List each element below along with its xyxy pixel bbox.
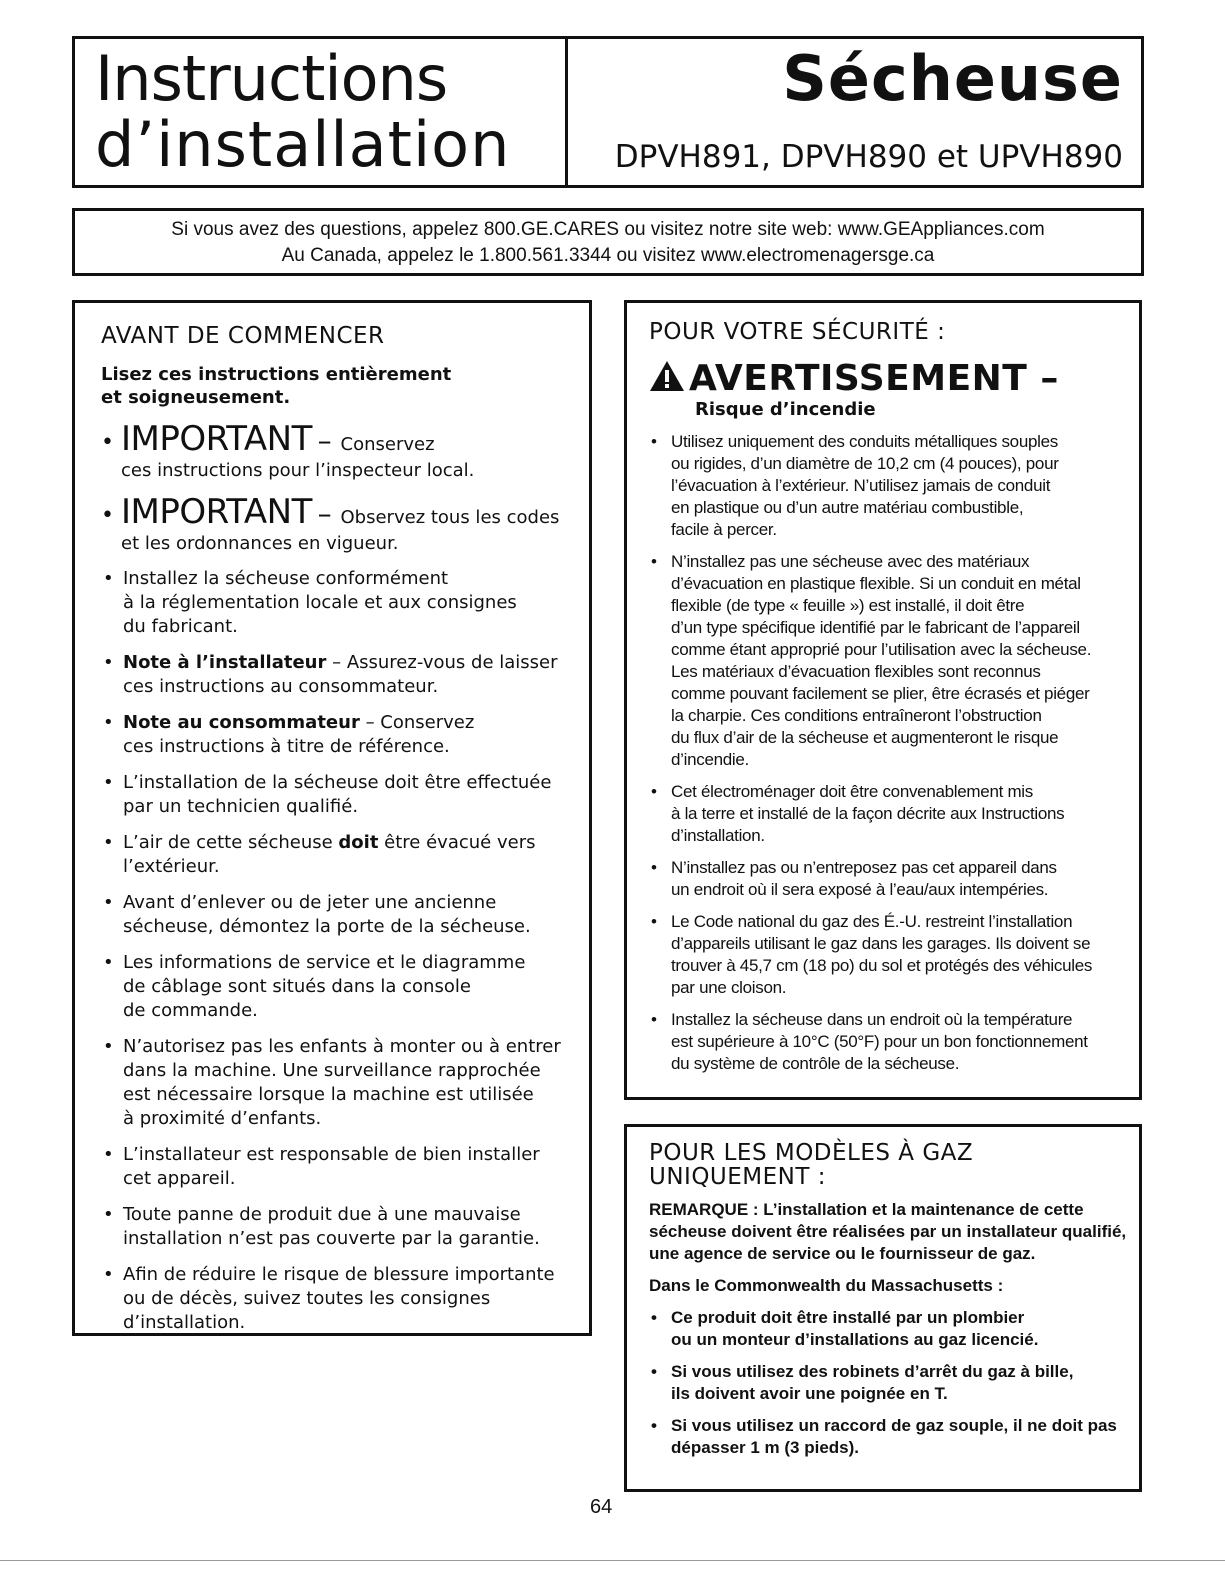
bullet-icon: • xyxy=(101,503,114,528)
important-label: IMPORTANT xyxy=(121,419,312,459)
warning-heading xyxy=(649,359,1139,399)
list-item: • Si vous utilisez un raccord de gaz souple, il ne doit pas dépasser 1 m (3 pieds). xyxy=(649,1415,1141,1459)
section-heading: POUR VOTRE SÉCURITÉ : xyxy=(649,319,946,345)
important-text: Observez tous les codes xyxy=(340,507,560,528)
bullet-icon: • xyxy=(101,430,114,455)
remark-text: REMARQUE : L’installation et la maintenance de cette sécheuse doivent être réalisées par un installateur qualifié, une agence de service ou le fournisseur de gaz. xyxy=(649,1200,1127,1263)
list-item: • Avant d’enlever ou de jeter une ancienne sécheuse, démontez la porte de la sécheuse. xyxy=(101,891,583,939)
massachusetts-label: Dans le Commonwealth du Massachusetts : xyxy=(649,1276,1004,1295)
note-text: Assurez-vous de laisser ces instructions au consommateur. xyxy=(123,652,558,697)
before-you-begin-section xyxy=(72,300,592,1336)
page-header xyxy=(72,36,1144,188)
important-rest: ces instructions pour l’inspecteur local. xyxy=(121,460,475,481)
list-item: • Si vous utilisez des robinets d’arrêt du gaz à bille, ils doivent avoir une poignée en T. xyxy=(649,1361,1141,1405)
contact-line-us: Si vous avez des questions, appelez 800.GE.CARES ou visitez notre site web: www.GEAppliances.com xyxy=(171,219,1045,240)
section-heading: AVANT DE COMMENCER xyxy=(101,323,385,349)
list-item: • Toute panne de produit due à une mauvaise installation n’est pas couverte par la garantie. xyxy=(101,1203,583,1251)
air-text-pre: L’air de cette sécheuse xyxy=(123,832,339,853)
air-text-post: être évacué vers l’extérieur. xyxy=(123,832,536,877)
list-item: • Cet électroménager doit être convenablement mis à la terre et installé de la façon décrite aux Instructions d’installation. xyxy=(649,781,1141,847)
list-item: • N’installez pas une sécheuse avec des matériaux d’évacuation en plastique flexible. Si un conduit en métal flexible (de type « feuille ») est installé, il doit être d’un type spécifique identifié par le fabricant de l’appareil comme étant approprié pour l’utilisation avec la sécheuse. Les matériaux d’évacuation flexibles sont reconnus comme pouvant facilement se plier, être écrasés et piéger la charpie. Ces conditions entraîneront l’obstruction du flux d’air de la sécheuse et augmenteront le risque d’incendie. xyxy=(649,551,1141,771)
important-note-1 xyxy=(101,419,589,482)
list-item: • L’installation de la sécheuse doit être effectuée par un technicien qualifié. xyxy=(101,771,583,819)
list-item-note-installer: • Note à l’installateur – Assurez-vous de laisser ces instructions au consommateur. xyxy=(101,651,583,699)
header-divider xyxy=(565,39,568,185)
list-item: • N’autorisez pas les enfants à monter ou à entrer dans la machine. Une surveillance rapprochée est nécessaire lorsque la machine est utilisée à proximité d’enfants. xyxy=(101,1035,583,1131)
list-item: • Installez la sécheuse conformément à la réglementation locale et aux consignes du fabricant. xyxy=(101,567,583,639)
important-label: IMPORTANT xyxy=(121,492,312,532)
product-name: Sécheuse xyxy=(782,42,1123,115)
instruction-list xyxy=(101,567,589,1335)
list-item: • N’installez pas ou n’entreposez pas cet appareil dans un endroit où il sera exposé à l’eau/aux intempéries. xyxy=(649,857,1141,901)
document-title-line-1: Instructions xyxy=(95,42,448,115)
list-item: • Les informations de service et le diagramme de câblage sont situés dans la console de commande. xyxy=(101,951,583,1023)
note-text: Conservez ces instructions à titre de référence. xyxy=(123,712,475,757)
safety-section xyxy=(624,300,1142,1100)
contact-line-canada: Au Canada, appelez le 1.800.561.3344 ou visitez www.electromenagersge.ca xyxy=(281,245,935,266)
list-item: • Le Code national du gaz des É.-U. restreint l’installation d’appareils utilisant le gaz dans les garages. Ils doivent se trouver à 45,7 cm (18 po) du sol et protégés des véhicules par une cloison. xyxy=(649,911,1141,999)
list-item: • Ce produit doit être installé par un plombier ou un monteur d’installations au gaz licencié. xyxy=(649,1307,1141,1351)
air-text-bold: doit xyxy=(338,832,379,853)
list-item: • Installez la sécheuse dans un endroit où la température est supérieure à 10°C (50°F) pour un bon fonctionnement du système de contrôle de la sécheuse. xyxy=(649,1009,1141,1075)
list-item: • Utilisez uniquement des conduits métalliques souples ou rigides, d’un diamètre de 10,2 cm (4 pouces), pour l’évacuation à l’extérieur. N’utilisez jamais de conduit en plastique ou d’un autre matériau combustible, facile à percer. xyxy=(649,431,1141,541)
model-numbers: DPVH891, DPVH890 et UPVH890 xyxy=(614,139,1123,175)
note-label: Note au consommateur xyxy=(123,712,360,733)
warning-triangle-icon xyxy=(649,360,685,392)
note-label: Note à l’installateur xyxy=(123,652,327,673)
document-title-line-2: d’installation xyxy=(95,108,511,181)
page-number: 64 xyxy=(590,1496,613,1518)
list-item: • Afin de réduire le risque de blessure importante ou de décès, suivez toutes les consignes d’installation. xyxy=(101,1263,583,1335)
dash: – xyxy=(317,497,341,530)
gas-models-section xyxy=(624,1124,1142,1492)
page-bottom-rule xyxy=(0,1560,1225,1561)
important-note-2 xyxy=(101,492,589,555)
intro-text: Lisez ces instructions entièrement et soigneusement. xyxy=(101,364,452,408)
list-item: • L’installateur est responsable de bien installer cet appareil. xyxy=(101,1143,583,1191)
important-text: Conservez xyxy=(340,434,435,455)
dash: – xyxy=(317,424,341,457)
list-item-exhaust xyxy=(101,831,583,879)
warning-subtitle: Risque d’incendie xyxy=(695,399,876,420)
contact-box xyxy=(72,208,1144,276)
warning-label: AVERTISSEMENT – xyxy=(689,358,1059,399)
important-rest: et les ordonnances en vigueur. xyxy=(121,533,399,554)
safety-list xyxy=(649,431,1139,1075)
section-heading: POUR LES MODÈLES À GAZ UNIQUEMENT : xyxy=(649,1140,974,1190)
list-item-note-consumer: • Note au consommateur – Conservez ces instructions à titre de référence. xyxy=(101,711,583,759)
gas-list xyxy=(649,1307,1139,1459)
